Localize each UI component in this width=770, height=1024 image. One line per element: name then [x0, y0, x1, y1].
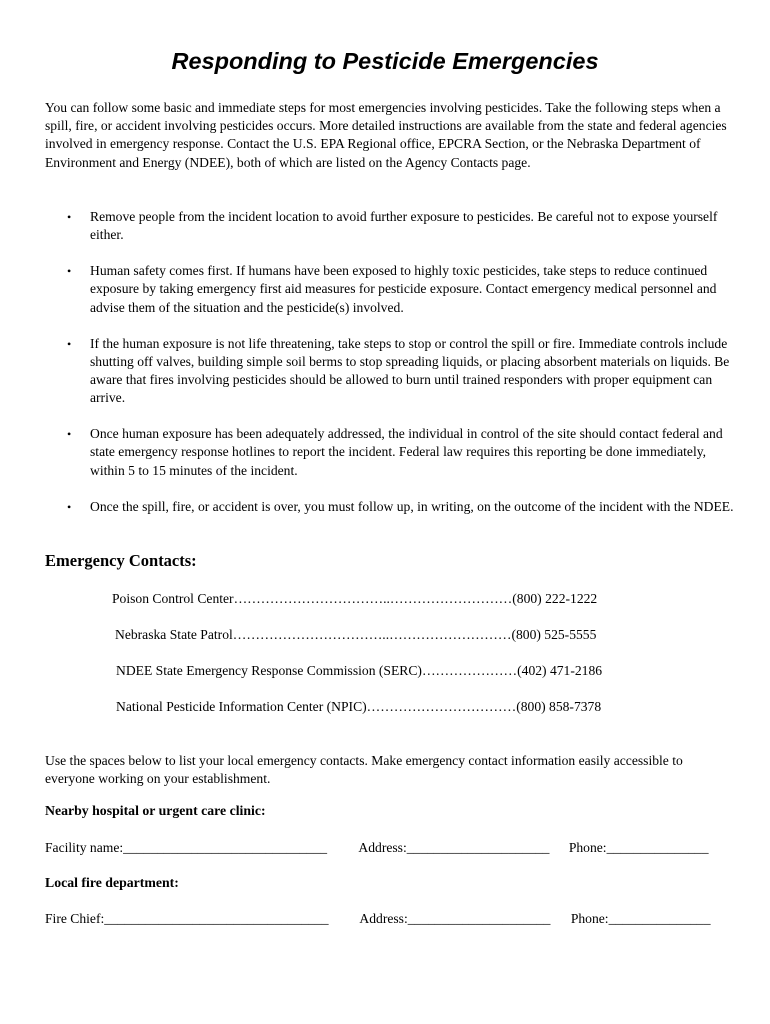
list-item-text: Human safety comes first. If humans have been exposed to highly toxic pesticides, take steps to reduce continued exposure by taking emergency first aid measures for pesticide exposure. Contact emergency medical personnel and advise them of the situation and the pesticide(s) involved. [90, 263, 717, 315]
bullet-icon: • [67, 336, 72, 351]
fire-phone-field[interactable]: Phone:_______________ [570, 911, 711, 926]
steps-list [45, 208, 735, 534]
list-item-text: If the human exposure is not life threatening, take steps to stop or control the spill or fire. Immediate controls include shutting off valves, building simple soil berms to stop spreading liquids, or placing absorbent materials on liquids. Be aware that fires involving pesticides should be allowed to burn until trained responders with proper equipment can arrive. [90, 335, 730, 406]
contact-npic: National Pesticide Information Center (NPIC)……………………………(800) 858-7378 [116, 699, 602, 714]
page-title: Responding to Pesticide Emergencies [171, 48, 599, 74]
fire-department-heading: Local fire department: [45, 875, 179, 890]
fire-address-field[interactable]: Address:_____________________ [359, 911, 551, 926]
fire-form-row [45, 911, 711, 927]
emergency-contacts-heading: Emergency Contacts: [45, 551, 197, 570]
hospital-address-field[interactable]: Address:_____________________ [358, 840, 550, 855]
list-item-text: Once the spill, fire, or accident is over, you must follow up, in writing, on the outcome of the incident with the NDEE. [90, 498, 734, 514]
list-item [45, 425, 735, 480]
bullet-icon: • [67, 264, 72, 279]
list-item [45, 498, 735, 516]
list-item [45, 335, 735, 408]
contact-state-patrol: Nebraska State Patrol……………………………..………………………(800) 525-5555 [115, 627, 597, 642]
list-item-text: Once human exposure has been adequately addressed, the individual in control of the site should contact federal and state emergency response hotlines to report the incident. Federal law requires this reporting be done immediately, within 5 to 15 minutes of the incident. [90, 426, 723, 478]
list-item [45, 208, 735, 244]
fire-chief-field[interactable]: Fire Chief:_________________________________ [45, 911, 329, 926]
bullet-icon: • [67, 427, 72, 442]
contact-serc: NDEE State Emergency Response Commission (SERC)…………………(402) 471-2186 [116, 663, 603, 678]
intro-paragraph: You can follow some basic and immediate steps for most emergencies involving pesticides. Take the following steps when a spill, fire, or accident involving pesticides occurs. More detailed instructions are available from the state and federal agencies involved in emergency response. Contact the U.S. EPA Regional office, EPCRA Section, or the Nebraska Department of Environment and Energy (NDEE), both of which are listed on the Agency Contacts page. [45, 100, 727, 170]
local-contacts-paragraph: Use the spaces below to list your local emergency contacts. Make emergency contact information easily accessible to everyone working on your establishment. [45, 753, 683, 787]
hospital-phone-field[interactable]: Phone:_______________ [568, 840, 709, 855]
contact-poison-control: Poison Control Center……………………………..………………………(800) 222-1222 [112, 591, 598, 606]
facility-name-field[interactable]: Facility name:______________________________ [45, 840, 328, 855]
hospital-form-row [45, 840, 709, 856]
bullet-icon: • [67, 499, 72, 514]
list-item-text: Remove people from the incident location to avoid further exposure to pesticides. Be careful not to expose yourself either. [90, 209, 718, 243]
bullet-icon: • [67, 210, 72, 224]
list-item [45, 262, 735, 317]
hospital-heading: Nearby hospital or urgent care clinic: [45, 803, 266, 818]
